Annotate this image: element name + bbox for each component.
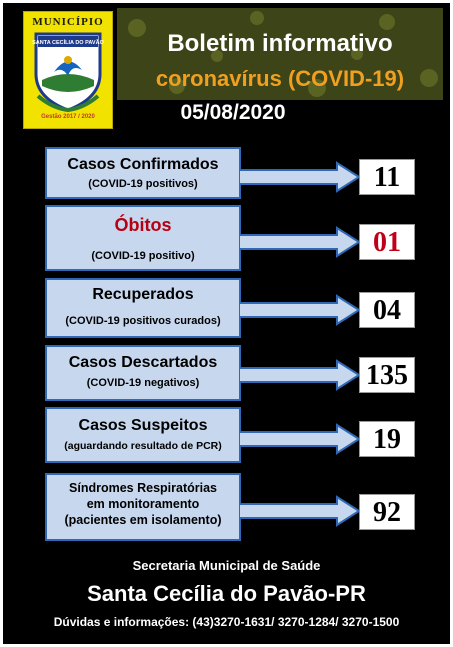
stat-subtitle: em monitoramento (86, 497, 200, 511)
bulletin-subtitle: coronavírus (COVID-19) (155, 66, 405, 91)
stat-title: Casos Descartados (68, 354, 218, 371)
stat-subtitle: (COVID-19 positivos) (88, 178, 198, 190)
stat-title: Óbitos (114, 215, 172, 235)
stat-title: Síndromes Respiratórias (69, 481, 217, 495)
title-banner (117, 8, 443, 100)
stat-value: 11 (359, 159, 415, 195)
arrow-right-icon (239, 423, 361, 455)
footer-city: Santa Cecília do Pavão-PR (87, 581, 366, 606)
logo-gestao: Gestão 2017 / 2020 (41, 114, 95, 120)
stat-value: 01 (359, 224, 415, 260)
arrow-right-icon (239, 495, 361, 527)
stat-label-box (45, 345, 241, 401)
stat-value: 92 (359, 494, 415, 530)
footer-contact: Dúvidas e informações: (43)3270-1631/ 3270-1284/ 3270-1500 (53, 615, 400, 629)
stat-value: 19 (359, 421, 415, 457)
stat-label-box (45, 407, 241, 463)
stat-value: 135 (359, 357, 415, 393)
stat-subtitle: (COVID-19 positivo) (91, 250, 195, 262)
stat-label-box (45, 278, 241, 338)
stat-subtitle-2: (pacientes em isolamento) (64, 513, 222, 527)
bulletin-date: 05/08/2020 (180, 101, 286, 124)
stat-label-box (45, 147, 241, 199)
stat-title: Casos Suspeitos (78, 417, 208, 434)
stat-value: 04 (359, 292, 415, 328)
shield-icon (32, 30, 104, 112)
arrow-right-icon (239, 226, 361, 258)
municipality-logo (23, 11, 113, 129)
stat-subtitle: (aguardando resultado de PCR) (64, 440, 222, 452)
stat-subtitle: (COVID-19 negativos) (86, 377, 200, 389)
footer-secretaria: Secretaria Municipal de Saúde (132, 558, 321, 573)
arrow-right-icon (239, 359, 361, 391)
bulletin (3, 3, 450, 644)
stat-title: Casos Confirmados (67, 156, 219, 173)
bulletin-title: Boletim informativo (167, 30, 393, 57)
stat-title: Recuperados (92, 286, 194, 303)
arrow-right-icon (239, 294, 361, 326)
stat-label-box (45, 473, 241, 541)
logo-word: MUNICÍPIO (32, 16, 104, 28)
stat-subtitle: (COVID-19 positivos curados) (65, 315, 221, 327)
logo-name: SANTA CECÍLIA DO PAVÃO (32, 40, 104, 46)
stat-label-box (45, 205, 241, 271)
arrow-right-icon (239, 161, 361, 193)
